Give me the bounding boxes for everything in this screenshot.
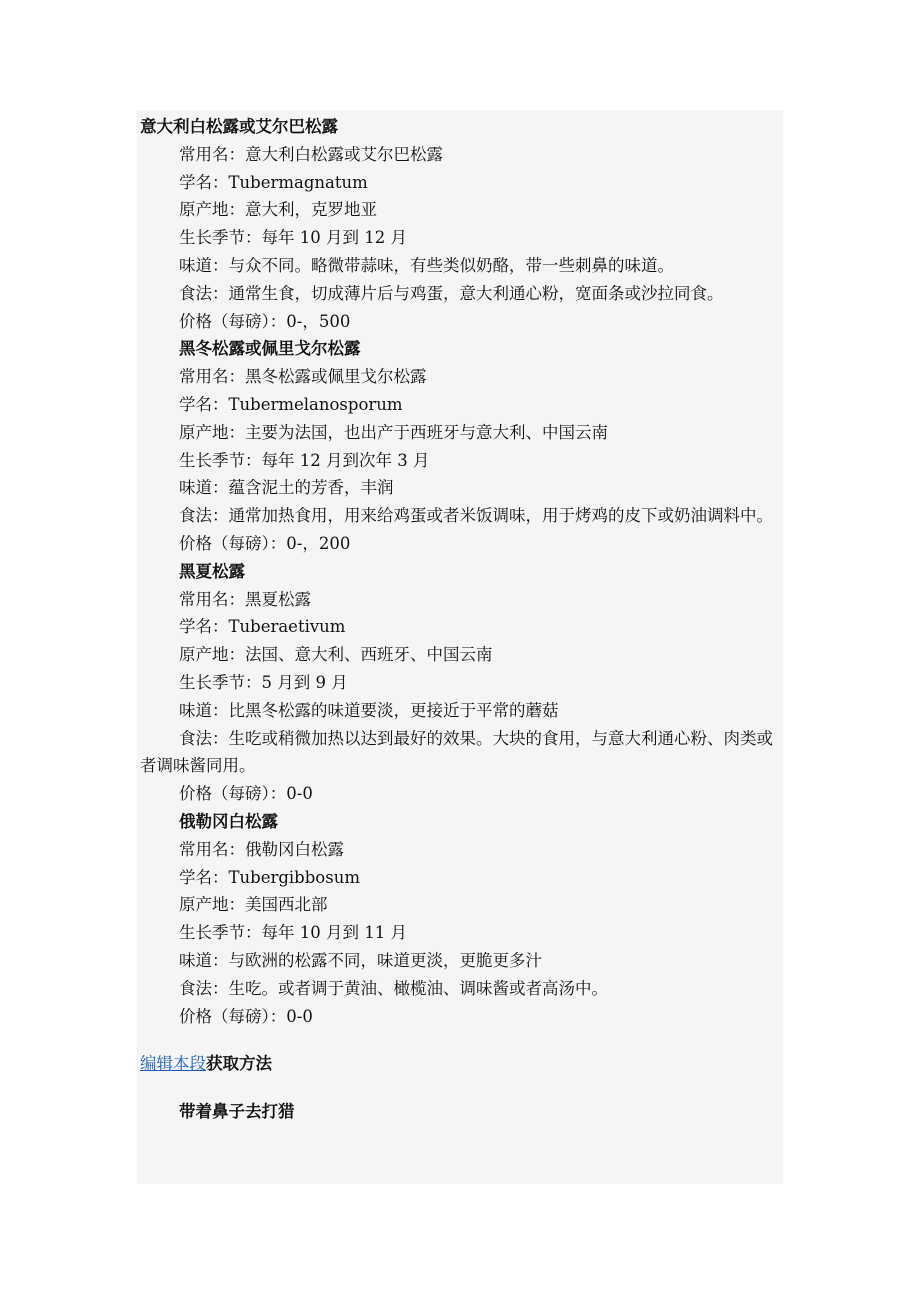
origin: 原产地：法国、意大利、西班牙、中国云南 — [179, 645, 493, 665]
origin: 原产地：意大利，克罗地亚 — [179, 200, 377, 220]
price: 价格（每磅）：0-，200 — [179, 533, 351, 553]
taste: 味道：蕴含泥土的芳香，丰润 — [179, 478, 394, 498]
price: 价格（每磅）：0-，500 — [179, 311, 351, 331]
article-body — [140, 113, 780, 1126]
section-title: 意大利白松露或艾尔巴松露 — [140, 117, 338, 136]
season: 生长季节：每年 10 月到 12 月 — [179, 228, 407, 248]
section-title: 俄勒冈白松露 — [179, 811, 278, 831]
taste: 味道：与欧洲的松露不同，味道更淡，更脆更多汁 — [179, 950, 542, 970]
origin: 原产地：主要为法国，也出产于西班牙与意大利、中国云南 — [179, 422, 608, 442]
common-name: 常用名：意大利白松露或艾尔巴松露 — [179, 144, 443, 164]
origin: 原产地：美国西北部 — [179, 895, 328, 915]
season: 生长季节：5 月到 9 月 — [179, 672, 348, 692]
edit-section-link[interactable]: 编辑本段 — [140, 1054, 206, 1074]
scientific-name: 学名：Tubergibbosum — [179, 867, 360, 887]
scientific-name: 学名：Tubermagnatum — [179, 172, 368, 192]
taste: 味道：与众不同。略微带蒜味，有些类似奶酪，带一些刺鼻的味道。 — [179, 255, 674, 275]
usage: 食法：通常加热食用，用来给鸡蛋或者米饭调味，用于烤鸡的皮下或奶油调料中。 — [179, 506, 773, 526]
price: 价格（每磅）：0-0 — [179, 784, 313, 804]
section-heading-text: 获取方法 — [206, 1054, 272, 1074]
season: 生长季节：每年 12 月到次年 3 月 — [179, 450, 430, 470]
subheading: 带着鼻子去打猎 — [179, 1102, 295, 1122]
taste: 味道：比黑冬松露的味道要淡，更接近于平常的蘑菇 — [179, 700, 559, 720]
common-name: 常用名：黑冬松露或佩里戈尔松露 — [179, 367, 427, 387]
common-name: 常用名：俄勒冈白松露 — [179, 839, 344, 859]
scientific-name: 学名：Tuberaetivum — [179, 617, 346, 637]
usage: 食法：生吃或稍微加热以达到最好的效果。大块的食用，与意大利通心粉、肉类或者调味酱同用。 — [140, 728, 773, 776]
price: 价格（每磅）：0-0 — [179, 1006, 313, 1026]
section-title: 黑夏松露 — [179, 561, 245, 581]
scientific-name: 学名：Tubermelanosporum — [179, 394, 403, 414]
section-heading — [140, 1050, 780, 1078]
usage: 食法：通常生食，切成薄片后与鸡蛋，意大利通心粉，宽面条或沙拉同食。 — [179, 283, 724, 303]
section-title: 黑冬松露或佩里戈尔松露 — [179, 339, 361, 359]
common-name: 常用名：黑夏松露 — [179, 589, 311, 609]
season: 生长季节：每年 10 月到 11 月 — [179, 923, 407, 943]
usage: 食法：生吃。或者调于黄油、橄榄油、调味酱或者高汤中。 — [179, 978, 608, 998]
